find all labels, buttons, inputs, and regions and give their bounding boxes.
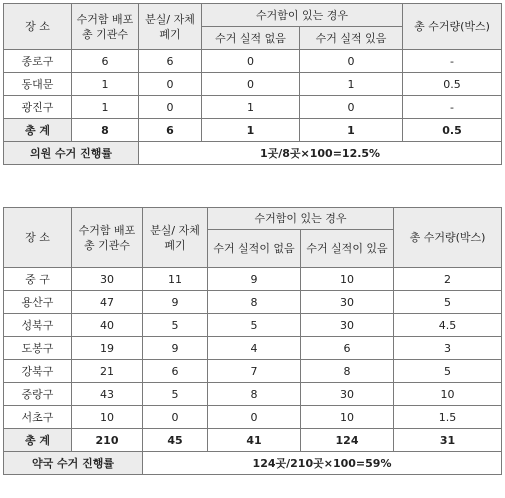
cell-lost: 6 (139, 50, 202, 73)
cell-total-amount: 2 (394, 268, 502, 291)
cell-distributed: 1 (72, 73, 139, 96)
total-row (4, 429, 502, 452)
progress-label: 의원 수거 진행률 (4, 142, 139, 165)
cell-region: 서초구 (4, 406, 72, 429)
cell-distributed: 30 (72, 268, 143, 291)
cell-total-amount: 5 (394, 291, 502, 314)
cell-distributed: 21 (72, 360, 143, 383)
cell-has-record: 0 (300, 50, 403, 73)
header-no-record: 수거 실적 없음 (202, 27, 300, 50)
cell-no-record: 5 (208, 314, 301, 337)
cell-has-record: 10 (301, 406, 394, 429)
header-no-record: 수거 실적이 없음 (208, 230, 301, 268)
total-row (4, 119, 502, 142)
cell-total-amount: - (403, 50, 502, 73)
cell-no-record: 0 (202, 73, 300, 96)
table-row (4, 268, 502, 291)
cell-region: 용산구 (4, 291, 72, 314)
header-total-amount: 총 수거량(박스) (394, 208, 502, 268)
pharmacy-collection-table (3, 207, 502, 475)
progress-value: 1곳/8곳×100=12.5% (139, 142, 502, 165)
cell-no-record: 7 (208, 360, 301, 383)
total-distributed: 210 (72, 429, 143, 452)
cell-region: 종로구 (4, 50, 72, 73)
cell-total-amount: 5 (394, 360, 502, 383)
cell-region: 도봉구 (4, 337, 72, 360)
cell-lost: 6 (143, 360, 208, 383)
cell-no-record: 0 (208, 406, 301, 429)
cell-no-record: 4 (208, 337, 301, 360)
cell-region: 광진구 (4, 96, 72, 119)
cell-lost: 9 (143, 337, 208, 360)
cell-total-amount: 4.5 (394, 314, 502, 337)
table-row (4, 50, 502, 73)
total-has-record: 1 (300, 119, 403, 142)
cell-has-record: 8 (301, 360, 394, 383)
header-lost-disposed: 분실/ 자체폐기 (139, 4, 202, 50)
cell-lost: 0 (143, 406, 208, 429)
progress-row (4, 452, 502, 475)
table-row (4, 360, 502, 383)
cell-distributed: 1 (72, 96, 139, 119)
total-amount: 0.5 (403, 119, 502, 142)
cell-has-record: 6 (301, 337, 394, 360)
progress-label: 약국 수거 진행률 (4, 452, 143, 475)
total-label: 총 계 (4, 119, 72, 142)
total-lost: 6 (139, 119, 202, 142)
cell-has-record: 30 (301, 291, 394, 314)
cell-has-record: 1 (300, 73, 403, 96)
cell-lost: 11 (143, 268, 208, 291)
table-row (4, 96, 502, 119)
table-row (4, 291, 502, 314)
header-collection-group: 수거함이 있는 경우 (208, 208, 394, 230)
cell-lost: 5 (143, 314, 208, 337)
table-row (4, 73, 502, 96)
total-lost: 45 (143, 429, 208, 452)
cell-region: 중랑구 (4, 383, 72, 406)
cell-lost: 0 (139, 96, 202, 119)
header-distributed-total: 수거함 배포 총 기관수 (72, 208, 143, 268)
cell-lost: 5 (143, 383, 208, 406)
header-has-record: 수거 실적이 있음 (301, 230, 394, 268)
total-no-record: 1 (202, 119, 300, 142)
cell-region: 성북구 (4, 314, 72, 337)
cell-total-amount: - (403, 96, 502, 119)
cell-distributed: 10 (72, 406, 143, 429)
table-row (4, 383, 502, 406)
total-no-record: 41 (208, 429, 301, 452)
cell-no-record: 1 (202, 96, 300, 119)
cell-total-amount: 0.5 (403, 73, 502, 96)
cell-region: 중 구 (4, 268, 72, 291)
header-has-record: 수거 실적 있음 (300, 27, 403, 50)
cell-lost: 9 (143, 291, 208, 314)
cell-has-record: 0 (300, 96, 403, 119)
total-distributed: 8 (72, 119, 139, 142)
progress-row (4, 142, 502, 165)
table-row (4, 314, 502, 337)
cell-total-amount: 10 (394, 383, 502, 406)
header-total-amount: 총 수거량(박스) (403, 4, 502, 50)
cell-distributed: 40 (72, 314, 143, 337)
table-row (4, 337, 502, 360)
cell-distributed: 19 (72, 337, 143, 360)
header-collection-group: 수거함이 있는 경우 (202, 4, 403, 27)
cell-distributed: 43 (72, 383, 143, 406)
cell-has-record: 30 (301, 383, 394, 406)
header-region: 장 소 (4, 208, 72, 268)
total-has-record: 124 (301, 429, 394, 452)
header-distributed-total: 수거함 배포 총 기관수 (72, 4, 139, 50)
table-row (4, 406, 502, 429)
cell-distributed: 6 (72, 50, 139, 73)
cell-distributed: 47 (72, 291, 143, 314)
total-amount: 31 (394, 429, 502, 452)
cell-lost: 0 (139, 73, 202, 96)
cell-no-record: 8 (208, 291, 301, 314)
cell-no-record: 9 (208, 268, 301, 291)
cell-has-record: 30 (301, 314, 394, 337)
cell-no-record: 8 (208, 383, 301, 406)
cell-no-record: 0 (202, 50, 300, 73)
header-lost-disposed: 분실/ 자체 폐기 (143, 208, 208, 268)
header-region: 장 소 (4, 4, 72, 50)
cell-region: 동대문 (4, 73, 72, 96)
total-label: 총 계 (4, 429, 72, 452)
cell-total-amount: 1.5 (394, 406, 502, 429)
clinic-collection-table (3, 3, 502, 165)
cell-region: 강북구 (4, 360, 72, 383)
progress-value: 124곳/210곳×100=59% (143, 452, 502, 475)
cell-total-amount: 3 (394, 337, 502, 360)
cell-has-record: 10 (301, 268, 394, 291)
